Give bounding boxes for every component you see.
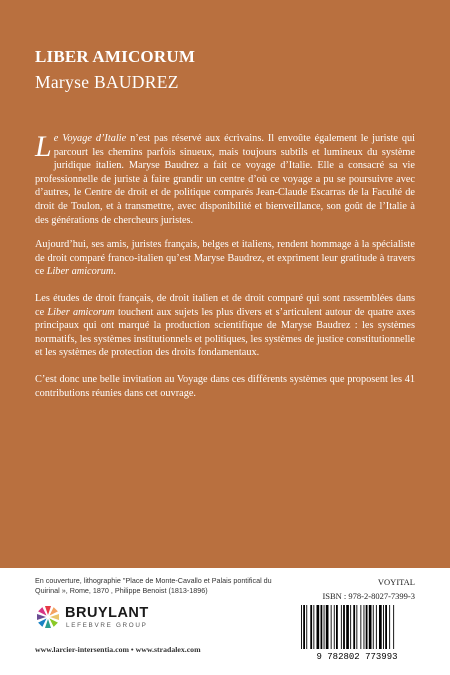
barcode-bar — [317, 605, 320, 649]
barcode-bar — [350, 605, 351, 649]
barcode-bar — [324, 605, 325, 649]
barcode-bar — [303, 605, 305, 649]
barcode-bar — [360, 605, 361, 649]
isbn-number: ISBN : 978-2-8027-7399-3 — [322, 591, 415, 601]
paragraph-1-text: n’est pas réservé aux écrivains. Il envoûte également le juriste qui parcourt les chemins parfois sinueux, mais toujours subtils et lumineux du système juridique italien. Maryse Baudrez a fait ce voyage d’Italie. Elle a consacré sa vie professionnelle de juriste à faire grandir un centre d’où ce voyage a pu se poursuivre avec d’autres, le Centre de droit et de politique comparés Jean-Claude Escarras de la Faculté de droit de Toulon, et à transmettre, avec disponibilité et bienveillance, son goût de l’Italie à des générations de chercheurs juristes. — [35, 133, 415, 226]
barcode-bar — [341, 605, 342, 649]
publisher-group: LEFEBVRE GROUP — [66, 622, 148, 629]
barcode-bar — [313, 605, 314, 649]
publisher-urls: www.larcier-intersentia.com • www.stradalex.com — [35, 645, 201, 654]
isbn-barcode — [295, 603, 420, 661]
bruylant-logo-icon — [35, 604, 61, 630]
barcode-bar — [336, 605, 338, 649]
book-title: LIBER AMICORUM — [35, 47, 196, 66]
blurb-paragraph-1 — [35, 132, 415, 227]
barcode-bar — [331, 605, 332, 649]
barcode-bar — [383, 605, 384, 649]
paragraph-3-end: touchent aux sujets les plus divers et s’articulent autour de quatre axes principaux qui ont marqué la production scientifique de Maryse Baudrez : les systèmes normatifs, les systèmes institutionnels et politiques, les systèmes de justice constitutionnelle et les systèmes de protection des droits fondamentaux. — [35, 306, 415, 359]
book-code: VOYITAL — [377, 577, 415, 587]
blurb-paragraph-2 — [35, 238, 415, 279]
barcode-bar — [373, 605, 374, 649]
book-author: Maryse BAUDREZ — [35, 72, 179, 92]
barcode-bar — [376, 605, 377, 649]
publisher-name: BRUYLANT — [65, 605, 149, 621]
paragraph-2-end: . — [113, 266, 116, 278]
publisher-logo — [35, 600, 155, 634]
barcode-bar — [353, 605, 355, 649]
barcode-bar — [364, 605, 365, 649]
blurb-paragraph-3 — [35, 292, 415, 360]
barcode-bar — [310, 605, 312, 649]
barcode-bar — [301, 605, 302, 649]
liber-amicorum-italic: Liber amicorum — [47, 306, 115, 318]
paragraph-3-start: Les études de droit français, de droit italien et de droit comparé qui sont rassemblées dans ce — [35, 293, 415, 318]
barcode-bar — [356, 605, 357, 649]
paragraph-2-start: Aujourd’hui, ses amis, juristes français, belges et italiens, rendent hommage à la spécialiste de droit comparé franco-italien qu’est Maryse Baudrez, et expriment leur gratitude à travers ce — [35, 239, 415, 278]
barcode-bar — [385, 605, 387, 649]
drop-cap: L — [35, 130, 52, 163]
barcode-bar — [393, 605, 394, 649]
barcode-bar — [389, 605, 390, 649]
barcode-bar — [334, 605, 335, 649]
barcode-bar — [343, 605, 345, 649]
barcode-bar — [379, 605, 382, 649]
barcode-bar — [366, 605, 368, 649]
voyage-title: e Voyage d’Italie — [53, 133, 127, 144]
barcode-digits: 9 782802 773993 — [316, 652, 398, 661]
barcode-bar — [326, 605, 329, 649]
barcode-bar — [306, 605, 307, 649]
barcode-bar — [369, 605, 372, 649]
cover-credit-caption: En couverture, lithographie "Place de Monte-Cavallo et Palais pontifical du Quirinal », Rome, 1870 , Philippe Benoist (1813-1896) — [35, 576, 272, 595]
barcode-bar — [321, 605, 323, 649]
liber-amicorum-italic: Liber amicorum — [46, 266, 114, 278]
blurb-paragraph-4: C’est donc une belle invitation au Voyage dans ces différents systèmes que proposent les 41 contributions réunies dans cet ouvrage. — [35, 374, 415, 399]
barcode-bar — [346, 605, 349, 649]
